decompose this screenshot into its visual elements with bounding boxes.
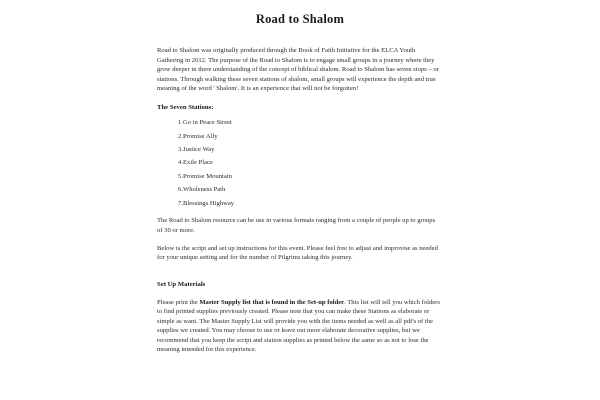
setup-bold-phrase: Master Supply list that is found in the Set-up folder	[199, 298, 345, 306]
list-item-label: Justice Way	[183, 146, 215, 154]
setup-materials-heading: Set Up Materials	[157, 280, 206, 288]
stations-list	[157, 118, 442, 212]
list-item	[157, 158, 442, 171]
list-item-label: Exile Place	[183, 159, 213, 167]
list-item-number: 4.	[178, 159, 183, 167]
script-intro-paragraph: Below is the script and set up instructions for this event. Please feel free to adjust and improvise as needed for your unique setting and for the number of Pilgrims taking this journey.	[157, 244, 438, 262]
page-title: Road to Shalom	[255, 12, 345, 26]
list-item	[157, 132, 442, 145]
list-item-label: Promise Mountain	[183, 172, 232, 180]
setup-materials-paragraph	[157, 298, 442, 355]
document-body	[157, 46, 442, 355]
formats-paragraph: The Road to Shalom resource can be use in various formats ranging from a couple of people up to groups of 30 or more.	[157, 216, 436, 234]
list-item-label: Wholeness Path	[183, 186, 226, 194]
list-item	[157, 185, 442, 198]
list-item	[157, 118, 442, 131]
list-item-label: Promise Ally	[183, 132, 218, 140]
list-item-number: 3.	[178, 146, 183, 154]
setup-text-lead: Please print the	[157, 298, 200, 306]
list-item	[157, 172, 442, 185]
list-item	[157, 199, 442, 212]
list-item-number: 6.	[178, 186, 183, 194]
list-item-number: 2.	[178, 132, 183, 140]
list-item-label: Go in Peace Street	[183, 119, 232, 127]
stations-heading: The Seven Stations:	[157, 103, 214, 111]
list-item-number: 5.	[178, 172, 183, 180]
list-item-number: 1.	[178, 119, 183, 127]
setup-text-rest: . This list will tell you which folders to find printed supplies previously created. Please note that you can make these Stations as elaborate or simple as want. The Master Supply List will provide you with the items needed as well as all pdf's of the supplies we created. You may choose to use or leave out more elaborate decorative supplies, but we recommend that you keep the script and station supplies as printed below the same so as not to lose the meaning intended for this experience.	[157, 298, 440, 354]
list-item	[157, 145, 442, 158]
intro-paragraph: Road to Shalom was originally produced through the Book of Faith Initiative for the ELCA Youth Gathering in 2012. The purpose of the Road to Shalom is to engage small groups in a journey where they grow deeper in there understanding of the concept of biblical shalom. Road to Shalom has seven stops – or stations. Through walking these seven stations of shalom, small groups will experience the depth and true meaning of the word ' Shalom'. It is an experience that will not be forgotten!	[157, 47, 439, 93]
list-item-number: 7.	[178, 199, 183, 207]
list-item-label: Blessings Highway	[183, 199, 235, 207]
